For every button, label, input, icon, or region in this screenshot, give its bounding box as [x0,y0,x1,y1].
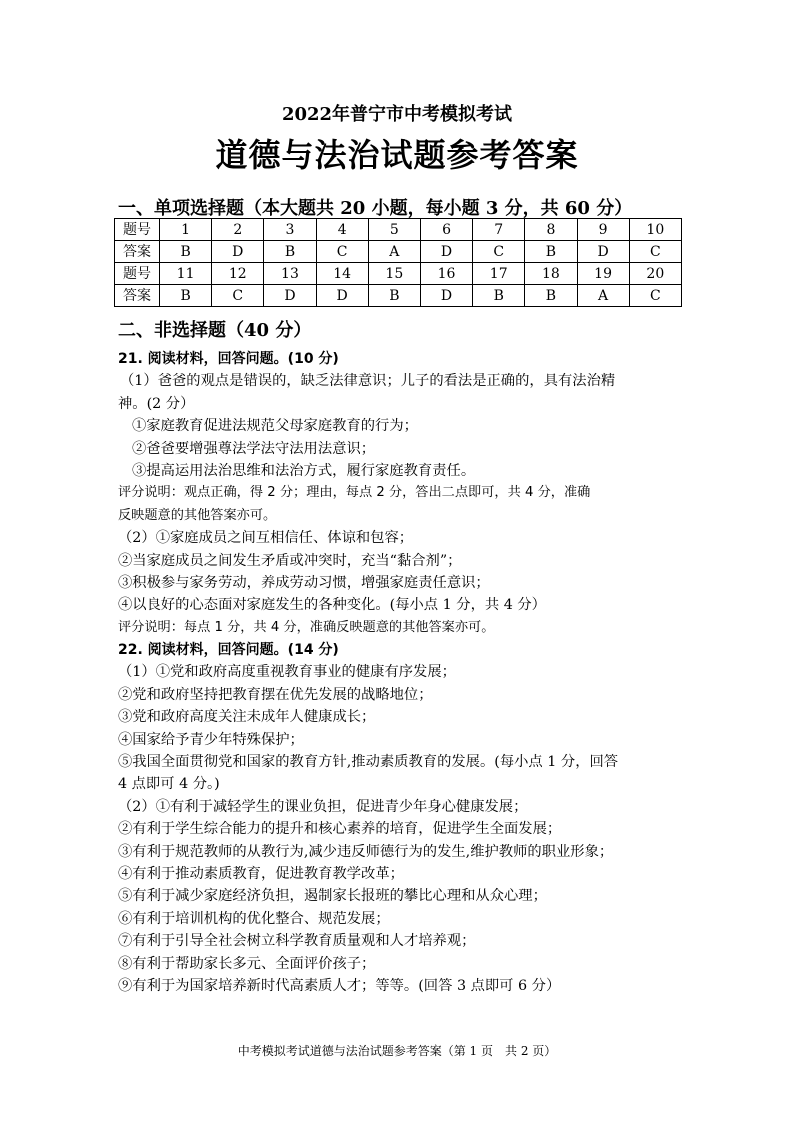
table-cell: 16 [420,263,472,285]
page-footer: 中考模拟考试道德与法治试题参考答案（第 1 页 共 2 页） [237,1044,557,1058]
table-cell: B [160,285,212,307]
answer-line: （2）①家庭成员之间互相信任、体谅和包容； [118,530,414,547]
table-row [115,263,682,285]
answer-line: 神。(2 分） [118,395,195,412]
table-cell: C [629,241,681,263]
answer-line: （1）爸爸的观点是错误的，缺乏法律意识；儿子的看法是正确的，具有法治精 [120,373,616,390]
table-cell: B [525,241,577,263]
question-heading: 22. 阅读材料，回答问题。(14 分) [118,642,339,659]
answer-line: ①家庭教育促进法规范父母家庭教育的行为； [132,418,418,435]
scoring-note: 评分说明：观点正确，得 2 分；理由，每点 2 分，答出二点即可，共 4 分，准确 [118,485,591,501]
answer-line: 4 点即可 4 分。) [118,776,220,793]
table-cell: 14 [316,263,368,285]
table-cell: 1 [160,219,212,241]
table-cell: A [577,285,629,307]
section-heading-multiple-choice: 一、单项选择题（本大题共 20 小题，每小题 3 分，共 60 分） [118,198,633,219]
answer-line: ⑦有利于引导全社会树立科学教育质量观和人才培养观； [118,933,476,950]
table-cell: D [420,285,472,307]
table-cell: 15 [368,263,420,285]
table-cell: 13 [264,263,316,285]
table-cell: 4 [316,219,368,241]
table-cell: B [368,285,420,307]
answer-line: ③提高运用法治思维和法治方式，履行家庭教育责任。 [132,462,476,479]
answer-line: ②当家庭成员之间发生矛盾或冲突时，充当“黏合剂”； [118,552,462,569]
table-cell: 2 [212,219,264,241]
table-cell: 12 [212,263,264,285]
answer-line: ③党和政府高度关注未成年人健康成长； [118,709,376,726]
question-heading: 21. 阅读材料，回答问题。(10 分) [118,351,339,367]
table-cell: D [212,241,264,263]
table-cell: 19 [577,263,629,285]
table-cell: 9 [577,219,629,241]
answer-line: ③有利于规范教师的从教行为,减少违反师德行为的发生,维护教师的职业形象； [118,843,614,860]
table-row [115,285,682,307]
row-label: 答案 [115,285,160,307]
row-label: 题号 [115,263,160,285]
answer-line: ⑤有利于减少家庭经济负担，遏制家长报班的攀比心理和从众心理； [118,888,547,905]
answer-line: （1）①党和政府高度重视教育事业的健康有序发展； [118,664,456,681]
answer-table [114,218,682,307]
table-cell: D [420,241,472,263]
answer-line: （2）①有利于减轻学生的课业负担，促进青少年身心健康发展； [118,798,528,815]
table-cell: 17 [473,263,525,285]
table-cell: C [629,285,681,307]
scoring-note: 反映题意的其他答案亦可。 [118,507,277,523]
table-cell: 18 [525,263,577,285]
table-cell: D [316,285,368,307]
table-cell: B [525,285,577,307]
exam-title: 2022年普宁市中考模拟考试 [281,104,513,125]
section-heading-non-choice: 二、非选择题（40 分） [118,320,312,341]
answer-body [118,348,692,997]
table-cell: 7 [473,219,525,241]
answer-line: ②党和政府坚持把教育摆在优先发展的战略地位； [118,686,433,703]
table-cell: 10 [629,219,681,241]
scoring-note: 评分说明：每点 1 分，共 4 分，准确反映题意的其他答案亦可。 [118,619,495,635]
table-cell: B [160,241,212,263]
answer-line: ⑨有利于为国家培养新时代高素质人才；等等。(回答 3 点即可 6 分） [118,977,561,994]
table-cell: 6 [420,219,472,241]
row-label: 题号 [115,219,160,241]
answer-line: ⑥有利于培训机构的优化整合、规范发展； [118,910,390,927]
table-cell: 20 [629,263,681,285]
table-cell: C [316,241,368,263]
answer-line: ④有利于推动素质教育，促进教育教学改革； [118,865,404,882]
table-cell: 5 [368,219,420,241]
row-label: 答案 [115,241,160,263]
table-cell: 8 [525,219,577,241]
table-cell: D [577,241,629,263]
table-cell: 3 [264,219,316,241]
table-cell: D [264,285,316,307]
answer-line: ④国家给予青少年特殊保护； [118,731,304,748]
answer-line: ②有利于学生综合能力的提升和核心素养的培育，促进学生全面发展； [118,821,562,838]
table-cell: C [473,241,525,263]
table-cell: A [368,241,420,263]
answer-line: ⑤我国全面贯彻党和国家的教育方针,推动素质教育的发展。(每小点 1 分，回答 [118,754,619,771]
table-cell: B [264,241,316,263]
table-cell: B [473,285,525,307]
table-row [115,219,682,241]
answer-line: ④以良好的心态面对家庭发生的各种变化。(每小点 1 分，共 4 分） [118,597,546,614]
answer-line: ②爸爸要增强尊法学法守法用法意识； [132,440,376,457]
answer-line: ⑧有利于帮助家长多元、全面评价孩子； [118,955,376,972]
answer-line: ③积极参与家务劳动，养成劳动习惯，增强家庭责任意识； [118,574,490,591]
table-cell: C [212,285,264,307]
table-cell: 11 [160,263,212,285]
document-title: 道德与法治试题参考答案 [215,136,579,174]
table-row [115,241,682,263]
